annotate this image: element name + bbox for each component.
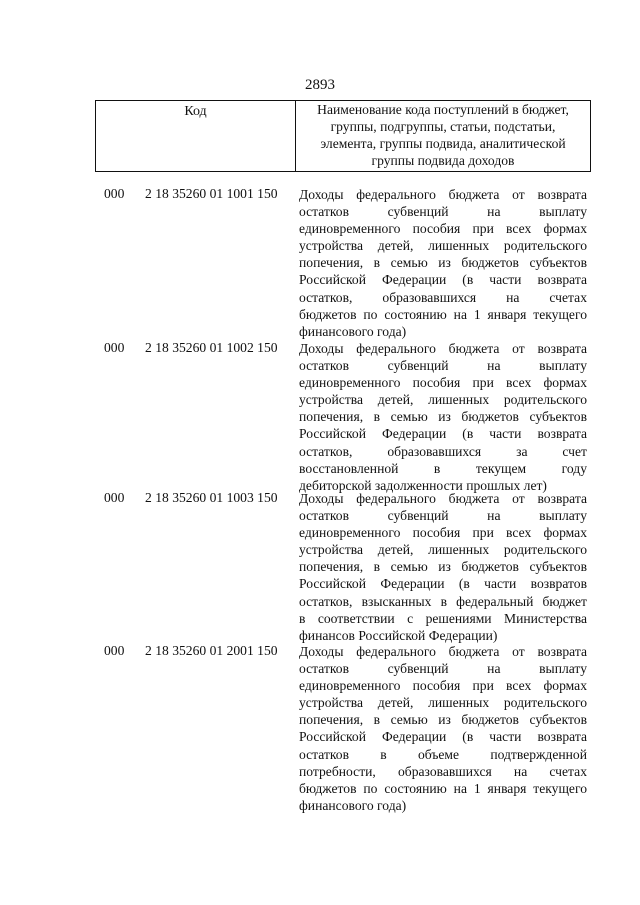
revenue-description xyxy=(299,340,587,494)
header-name-line: элемента, группы подвида, аналитической xyxy=(320,136,566,151)
description-line: остатков, образовавшихся на счетах xyxy=(299,289,587,305)
table-row xyxy=(0,340,640,493)
description-line: финансового года) xyxy=(299,797,407,813)
header-name-line: группы подвида доходов xyxy=(371,153,515,168)
description-line: единовременного пособия при всех формах xyxy=(299,221,587,237)
header-name-line: Наименование кода поступлений в бюджет, xyxy=(317,102,569,117)
admin-code: 000 xyxy=(104,340,125,355)
description-line: потребности, образовавшихся на счетах xyxy=(299,763,587,779)
admin-code: 000 xyxy=(104,643,125,658)
description-line: устройства детей, лишенных родительского xyxy=(299,392,587,408)
description-line: устройства детей, лишенных родительского xyxy=(299,542,587,558)
header-code-column: Код xyxy=(96,101,296,171)
description-line: Российской Федерации (в части возврата xyxy=(299,426,587,442)
page-number: 2893 xyxy=(305,77,335,93)
table-body xyxy=(0,186,640,815)
description-line: Российской Федерации (в части возвратов xyxy=(299,576,587,592)
revenue-description xyxy=(299,490,587,644)
table-row xyxy=(0,643,640,815)
description-line: остатков в объеме подтвержденной xyxy=(299,746,587,762)
description-line: остатков, образовавшихся за счет xyxy=(299,443,587,459)
admin-code: 000 xyxy=(104,186,125,201)
table-header xyxy=(95,100,591,172)
description-line: устройства детей, лишенных родительского xyxy=(299,238,587,254)
revenue-description xyxy=(299,643,587,814)
description-line: восстановленной в текущем году xyxy=(299,460,587,476)
revenue-description xyxy=(299,186,587,340)
description-line: попечения, в семью из бюджетов субъектов xyxy=(299,255,587,271)
description-line: попечения, в семью из бюджетов субъектов xyxy=(299,559,587,575)
description-line: остатков субвенций на выплату xyxy=(299,358,587,374)
description-line: Доходы федерального бюджета от возврата xyxy=(299,491,587,506)
description-line: попечения, в семью из бюджетов субъектов xyxy=(299,712,587,728)
description-line: Российской Федерации (в части возврата xyxy=(299,272,587,288)
revenue-code: 2 18 35260 01 1002 150 xyxy=(145,340,278,355)
table-row xyxy=(0,490,640,643)
description-line: остатков, взысканных в федеральный бюджет xyxy=(299,593,587,609)
description-line: дебиторской задолженности прошлых лет) xyxy=(299,477,547,493)
description-line: устройства детей, лишенных родительского xyxy=(299,695,587,711)
revenue-code: 2 18 35260 01 1003 150 xyxy=(145,490,278,505)
description-line: остатков субвенций на выплату xyxy=(299,508,587,524)
description-line: бюджетов по состоянию на 1 января текущего xyxy=(299,780,587,796)
description-line: в соответствии с решениями Министерства xyxy=(299,610,587,626)
description-line: попечения, в семью из бюджетов субъектов xyxy=(299,409,587,425)
header-name-column xyxy=(296,101,590,171)
description-line: единовременного пособия при всех формах xyxy=(299,375,587,391)
description-line: финансового года) xyxy=(299,323,407,339)
description-line: единовременного пособия при всех формах xyxy=(299,678,587,694)
description-line: Доходы федерального бюджета от возврата xyxy=(299,644,587,659)
description-line: Российской Федерации (в части возврата xyxy=(299,729,587,745)
revenue-code: 2 18 35260 01 2001 150 xyxy=(145,643,278,658)
description-line: бюджетов по состоянию на 1 января текущего xyxy=(299,306,587,322)
description-line: финансов Российской Федерации) xyxy=(299,627,498,643)
revenue-code: 2 18 35260 01 1001 150 xyxy=(145,186,278,201)
table-row xyxy=(0,186,640,340)
description-line: остатков субвенций на выплату xyxy=(299,661,587,677)
admin-code: 000 xyxy=(104,490,125,505)
description-line: Доходы федерального бюджета от возврата xyxy=(299,187,587,202)
description-line: Доходы федерального бюджета от возврата xyxy=(299,341,587,356)
description-line: единовременного пособия при всех формах xyxy=(299,525,587,541)
description-line: остатков субвенций на выплату xyxy=(299,204,587,220)
header-name-line: группы, подгруппы, статьи, подстатьи, xyxy=(330,119,556,134)
